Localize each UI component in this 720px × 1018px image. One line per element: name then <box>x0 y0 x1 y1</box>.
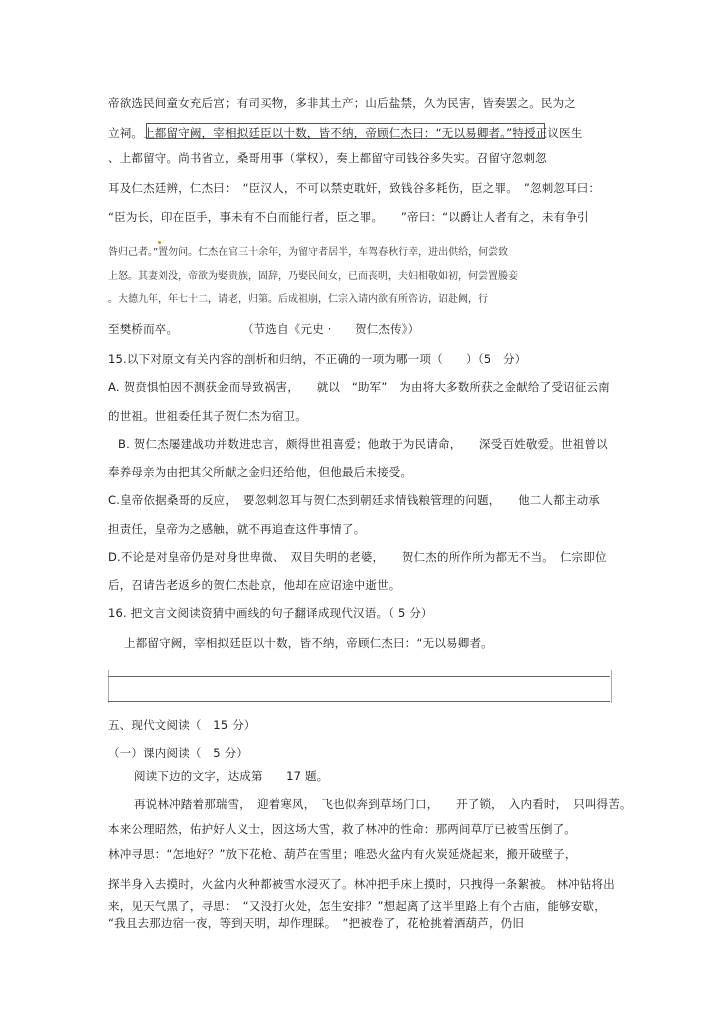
option-a-line-1: A. 贺贲惧怕因不测获金而导致祸害， 就以 “助军” 为由将大多数所获之金献给了受诏征云南 <box>108 380 610 394</box>
ink-dot <box>158 241 161 244</box>
reading-line-1: 再说林冲踏着那瑞雪， 迎着寒风， 飞也似奔到草场门口， 开了锁， 入内看时， 只叫得苦。 <box>134 797 632 811</box>
reading-line-5: 来，见天气黑了，寻思： “又没打火处，怎生安排？”想起离了这半里路上有个古庙，能够安歇， <box>108 899 606 913</box>
option-b-line-2: 奉养母亲为由把其父所献之金归还给他，但他最后未接受。 <box>108 465 413 479</box>
option-a-line-2: 的世祖。世祖委任其子贺仁杰为宿卫。 <box>108 409 307 423</box>
passage-line-1: 帝欲选民间童女充后宫；有司买物，多非其土产；山后盐禁，久为民害，皆奏罢之。民为之 <box>108 96 576 110</box>
reading-line-3: 林冲寻思：“怎地好？”放下花枪、葫芦在雪里；唯恐火盆内有火炭延烧起来，搬开破壁子， <box>108 847 577 861</box>
passage-line-4: 耳及仁杰廷辨，仁杰曰： “臣汉人，不可以禁吏耽奸，致钱谷多耗伤，臣之罪。 ”忽刺忽耳曰： <box>108 181 601 195</box>
reading-instruction: 阅读下边的文字，达成第 17 题。 <box>134 769 329 783</box>
option-d-line-2: 后，召请告老返乡的贺仁杰赴京，他却在应诏途中逝世。 <box>108 578 401 592</box>
section-heading: 五、现代文阅读（ 15 分） <box>108 718 256 732</box>
option-b-line-1: B. 贺仁杰屡建战功并数进忠言，颇得世祖喜爱；他敢于为民请命， 深受百姓敬爱。世祖曾以 <box>118 437 608 451</box>
passage-line-6: 咎归己者。”置勿问。仁杰在官三十余年，为留守者居半，车驾春秋行幸，进出供给，何尝致 <box>108 247 509 258</box>
reading-line-4: 探半身入去摸时，火盆内火种都被雪水浸灭了。林冲把手床上摸时，只拽得一条絮被。 林冲钻将出 <box>108 877 615 891</box>
question-16: 16. 把文言文阅读资猜中画线的句子翻译成现代汉语。（ 5 分） <box>108 606 433 620</box>
passage-line-9: 至樊桥而卒。 <box>108 322 179 336</box>
passage-line-2: 立祠。上都留守阙，宰相拟廷臣以十数，皆不纳，帝顾仁杰曰：“无以易卿者。”特授正议医生 <box>108 126 583 140</box>
answer-line-2 <box>108 701 610 702</box>
answer-box <box>108 670 612 703</box>
option-c-line-2: 担责任，皇帝为之感触，就不再追查这件事情了。 <box>108 522 366 536</box>
reading-line-6: “我且去那边宿一夜，等到天明，却作理睬。 ”把被卷了，花枪挑着酒葫芦，仍旧 <box>108 916 525 930</box>
passage-source: （节选自《元史 · 贺仁杰传》） <box>242 322 420 336</box>
passage-line-8: 。大德九年，年七十二，请老，归第。后成祖崩，仁宗入请内欲有所咨访，诏赴阙，行 <box>108 294 488 305</box>
passage-line-7: 上怒。其妻刘没，帝欲为娶贵族，固辞，乃娶民间女，已而丧明，夫妇相敬如初，何尝置媵妾 <box>108 271 518 282</box>
subsection-heading: （一）课内阅读（ 5 分） <box>108 746 249 760</box>
answer-line-1 <box>108 676 610 677</box>
question-15: 15.以下对原文有关内容的剖析和归纳，不正确的一项为哪一项（ ）（5 分） <box>108 352 527 366</box>
passage-line-3: 、上都留守。尚书省立，桑哥用事（掌权），奏上都留守司钱谷多失实。召留守忽刺忽 <box>108 151 547 165</box>
option-c-line-1: C.皇帝依据桑哥的反应， 要忽刺忽耳与贺仁杰到朝廷求情钱粮管理的问题， 他二人都主动承 <box>108 493 600 507</box>
option-d-line-1: D.不论是对皇帝仍是对身世卑微、 双目失明的老婆， 贺仁杰的所作所为都无不当。 仁宗即位 <box>108 550 607 564</box>
reading-line-2: 本来公理昭然，佑护好人义士，因这场大雪，救了林冲的性命：那两间草厅已被雪压倒了。 <box>108 822 576 836</box>
passage-line-5: “臣为长，印在臣手，事未有不白而能行者，臣之罪。 ”帝曰：“以爵让人者有之，未有争引 <box>108 210 589 224</box>
translate-sentence: 上都留守阙，宰相拟廷臣以十数，皆不纳，帝顾仁杰曰：“无以易卿者。 <box>124 636 493 650</box>
